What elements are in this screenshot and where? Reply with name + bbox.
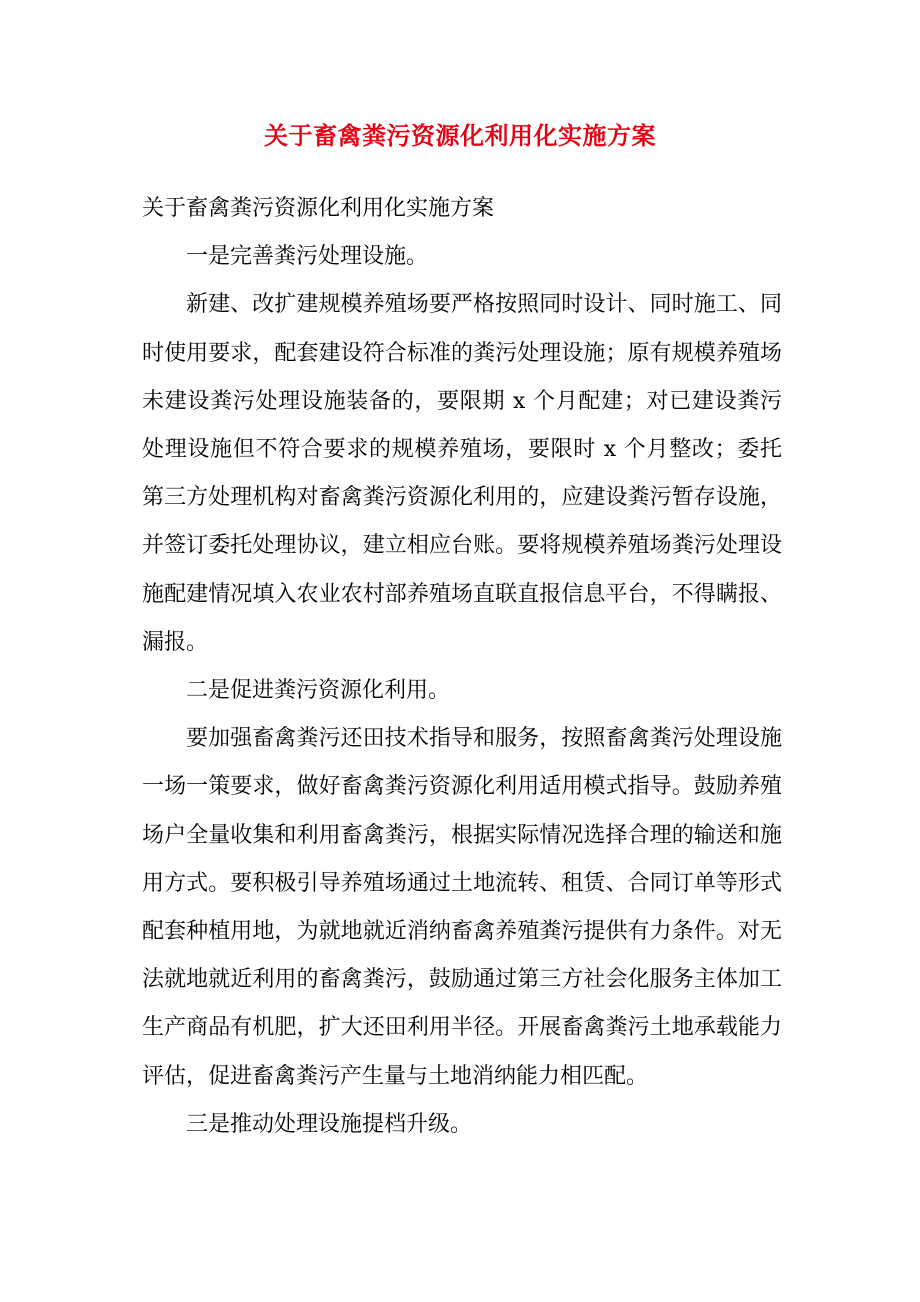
document-subtitle: 关于畜禽粪污资源化利用化实施方案: [142, 196, 495, 221]
paragraph-body-2: 要加强畜禽粪污还田技术指导和服务，按照畜禽粪污处理设施一场一策要求，做好畜禽粪污资源化利用适用模式指导。鼓励养殖场户全量收集和利用畜禽粪污，根据实际情况选择合理的输送和施用方式。要积极引导养殖场通过土地流转、租赁、合同订单等形式配套种植用地，为就地就近消纳畜禽养殖粪污提供有力条件。对无法就地就近利用的畜禽粪污，鼓励通过第三方社会化服务主体加工生产商品有机肥，扩大还田利用半径。开展畜禽粪污土地承载能力评估，促进畜禽粪污产生量与土地消纳能力相匹配。: [142, 726, 782, 1089]
paragraph-heading-2: 二是促进粪污资源化利用。: [186, 678, 451, 704]
paragraph-heading-1: 一是完善粪污处理设施。: [186, 244, 429, 270]
paragraph-body-1: 新建、改扩建规模养殖场要严格按照同时设计、同时施工、同时使用要求，配套建设符合标准的粪污处理设施；原有规模养殖场未建设粪污处理设施装备的，要限期 x 个月配建；对已建设粪污处理设施但不符合要求的规模养殖场，要限时 x 个月整改；委托第三方处理机构对畜禽粪污资源化利用的，应建设粪污暂存设施，并签订委托处理协议，建立相应台账。要将规模养殖场粪污处理设施配建情况填入农业农村部养殖场直联直报信息平台，不得瞒报、漏报。: [142, 292, 782, 655]
document-title: 关于畜禽粪污资源化利用化实施方案: [264, 121, 656, 150]
document-body: [142, 185, 782, 1149]
paragraph-heading-3: 三是推动处理设施提档升级。: [186, 1111, 473, 1137]
